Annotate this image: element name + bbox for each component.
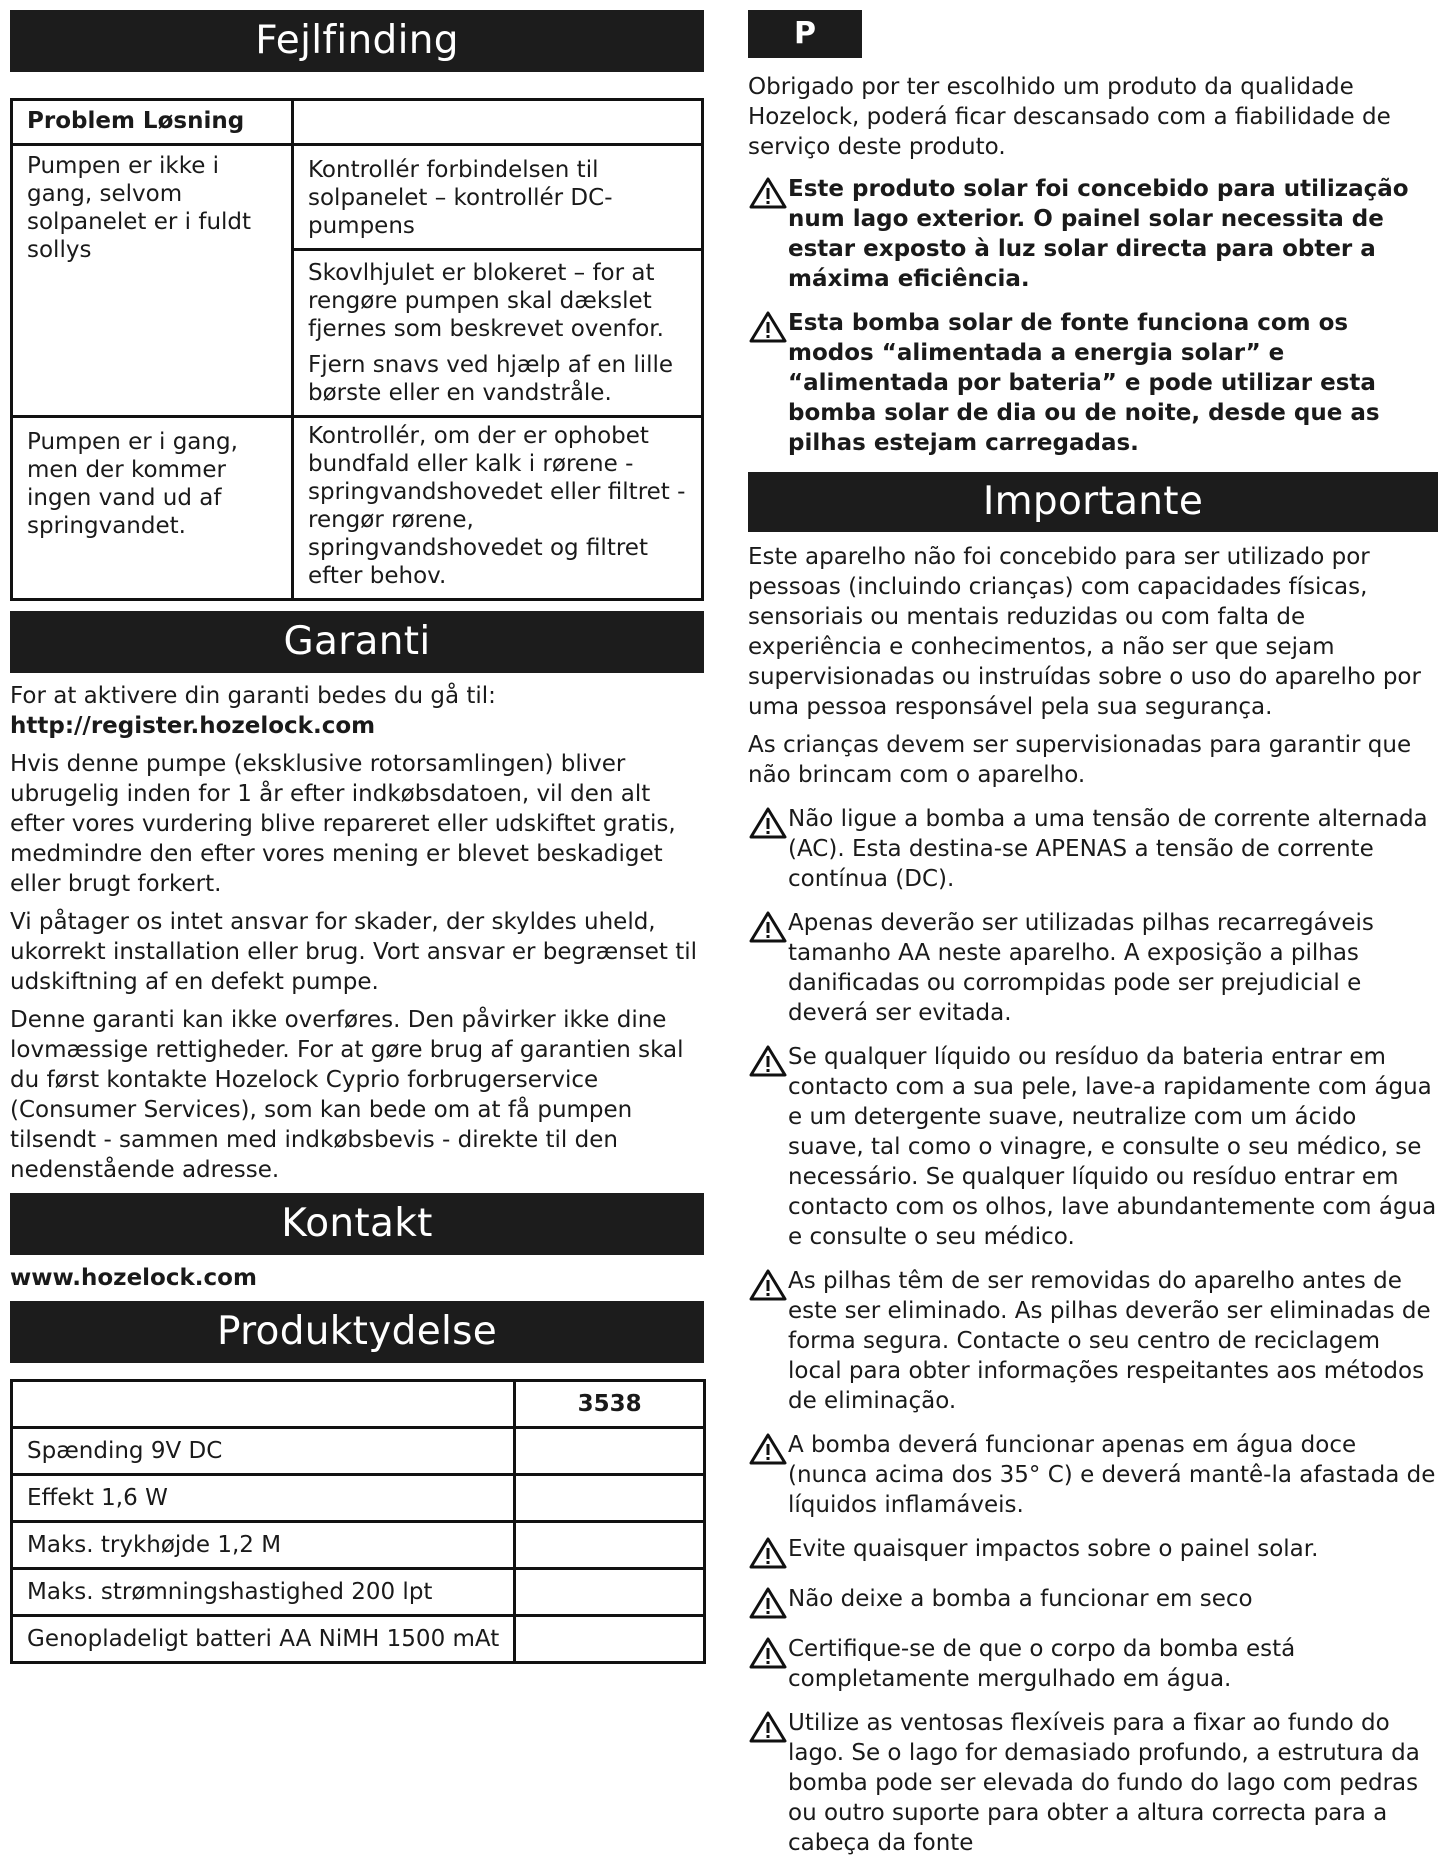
intro-text: Obrigado por ter escolhido um produto da qualidade Hozelock, poderá ficar descansado com a fiabilidade de serviço deste produto. xyxy=(748,74,1391,160)
warning-icon xyxy=(748,1044,788,1078)
warning-text: Certifique-se de que o corpo da bomba está completamente mergulhado em água. xyxy=(788,1636,1296,1692)
spec-power: Effekt 1,6 W xyxy=(12,1475,515,1522)
importante-paragraph: Este aparelho não foi concebido para ser utilizado por pessoas (incluindo crianças) com capacidades físicas, sensoriais ou mentais reduzidas ou com falta de experiência e conhecimentos, a não ser que sejam supervisionadas ou instruídas sobre o uso do aparelho por uma pessoa responsável pela sua segurança. xyxy=(748,544,1421,720)
warning-text: Evite quaisquer impactos sobre o painel solar. xyxy=(788,1536,1319,1562)
garanti-paragraph: Hvis denne pumpe (eksklusive rotorsamlingen) bliver ubrugelig inden for 1 år efter indkøbsdatoen, vil den alt efter vores vurdering blive repareret eller udskiftet gratis, medmindre den efter vores mening er blevet beskadiget eller brugt forkert. xyxy=(10,751,676,897)
warning-text: A bomba deverá funcionar apenas em água doce (nunca acima dos 35° C) e deverá mantê-la afastada de líquidos inflamáveis. xyxy=(788,1432,1436,1518)
warning-text: As pilhas têm de ser removidas do aparelho antes de este ser eliminado. As pilhas deverão ser eliminadas de forma segura. Contacte o seu centro de reciclagem local para obter informações respeitantes aos métodos de eliminação. xyxy=(788,1268,1431,1414)
warning-item xyxy=(748,1584,1438,1620)
warning-item xyxy=(748,1634,1438,1694)
spec-battery: Genopladeligt batteri AA NiMH 1500 mAt xyxy=(12,1616,515,1663)
fejlfinding-heading: Fejlfinding xyxy=(10,10,704,72)
warning-icon xyxy=(748,176,788,210)
warning-text: Não deixe a bomba a funcionar em seco xyxy=(788,1586,1253,1612)
warning-item xyxy=(748,1430,1438,1520)
solution-text: Fjern snavs ved hjælp af en lille børste eller en vandstråle. xyxy=(308,352,674,406)
warning-icon xyxy=(748,1268,788,1302)
garanti-paragraph: Vi påtager os intet ansvar for skader, der skyldes uheld, ukorrekt installation eller brug. Vort ansvar er begrænset til udskiftning af en defekt pumpe. xyxy=(10,909,698,995)
warning-item xyxy=(748,174,1438,294)
warning-text: Apenas deverão ser utilizadas pilhas recarregáveis tamanho AA neste aparelho. A exposição a pilhas danificadas ou corrompidas pode ser prejudicial e deverá ser evitada. xyxy=(788,910,1374,1026)
warning-text: Utilize as ventosas flexíveis para a fixar ao fundo do lago. Se o lago for demasiado profundo, a estrutura da bomba pode ser elevada do fundo do lago com pedras ou outro suporte para obter a altura correcta para a cabeça da fonte xyxy=(788,1710,1420,1856)
solution-text: Skovlhjulet er blokeret – for at rengøre pumpen skal dækslet fjernes som beskrevet ovenfor. xyxy=(308,260,664,342)
table-row xyxy=(12,1616,705,1663)
warning-icon xyxy=(748,1710,788,1744)
website-link[interactable]: www.hozelock.com xyxy=(10,1265,257,1291)
warning-text: Este produto solar foi concebido para utilização num lago exterior. O painel solar necessita de estar exposto à luz solar directa para obter a máxima eficiência. xyxy=(788,176,1409,292)
warning-item xyxy=(748,1266,1438,1416)
warning-item xyxy=(748,308,1438,458)
table-header-empty xyxy=(293,100,703,145)
warning-item xyxy=(748,1042,1438,1252)
left-column xyxy=(10,10,704,1664)
warning-icon xyxy=(748,806,788,840)
table-header: Problem Løsning xyxy=(12,100,293,145)
importante-heading: Importante xyxy=(748,472,1438,532)
warning-icon xyxy=(748,310,788,344)
spec-flow-rate: Maks. strømningshastighed 200 lpt xyxy=(12,1569,515,1616)
garanti-paragraph: Denne garanti kan ikke overføres. Den påvirker ikke dine lovmæssige rettigheder. For at gøre brug af garantien skal du først kontakte Hozelock Cyprio forbrugerservice (Consumer Services), som kan bede om at få pumpen tilsendt - sammen med indkøbsbevis - direkte til den nedenstående adresse. xyxy=(10,1007,684,1183)
warning-item xyxy=(748,1534,1438,1570)
problem-cell: Pumpen er ikke i gang, selvom solpanelet er i fuldt sollys xyxy=(12,145,293,417)
solution-text: Kontrollér forbindelsen til solpanelet – kontrollér DC-pumpens xyxy=(308,157,613,239)
model-number: 3538 xyxy=(515,1381,705,1428)
table-row xyxy=(12,145,703,417)
warning-item xyxy=(748,804,1438,894)
warning-item xyxy=(748,908,1438,1028)
register-link[interactable]: http://register.hozelock.com xyxy=(10,713,376,739)
table-row xyxy=(12,1428,705,1475)
kontakt-heading: Kontakt xyxy=(10,1193,704,1255)
warning-text: Não ligue a bomba a uma tensão de corrente alternada (AC). Esta destina-se APENAS a tensão de corrente contínua (DC). xyxy=(788,806,1428,892)
garanti-intro: For at aktivere din garanti bedes du gå til: xyxy=(10,683,496,709)
table-row xyxy=(12,1475,705,1522)
table-row xyxy=(12,417,703,600)
right-column xyxy=(748,10,1438,1872)
table-row xyxy=(12,1522,705,1569)
spec-table xyxy=(10,1379,706,1664)
spec-head-height: Maks. trykhøjde 1,2 M xyxy=(12,1522,515,1569)
warning-icon xyxy=(748,1586,788,1620)
importante-paragraph: As crianças devem ser supervisionadas para garantir que não brincam com o aparelho. xyxy=(748,732,1412,788)
language-badge: P xyxy=(748,10,862,58)
problem-cell: Pumpen er i gang, men der kommer ingen vand ud af springvandet. xyxy=(12,417,293,600)
warning-icon xyxy=(748,1636,788,1670)
table-row xyxy=(12,1381,705,1428)
table-row xyxy=(12,1569,705,1616)
warning-text: Se qualquer líquido ou resíduo da bateria entrar em contacto com a sua pele, lave-a rapidamente com água e um detergente suave, neutralize com um ácido suave, tal como o vinagre, e consulte o seu médico, se necessário. Se qualquer líquido ou resíduo entrar em contacto com os olhos, lave abundantemente com água e consulte o seu médico. xyxy=(788,1044,1437,1250)
warning-icon xyxy=(748,1536,788,1570)
produktydelse-heading: Produktydelse xyxy=(10,1301,704,1363)
warning-icon xyxy=(748,1432,788,1466)
warning-item xyxy=(748,1708,1438,1858)
solution-text: Kontrollér, om der er ophobet bundfald eller kalk i rørene - springvandshovedet eller filtret - rengør rørene, springvandshovedet og filtret efter behov. xyxy=(293,417,703,600)
spec-voltage: Spænding 9V DC xyxy=(12,1428,515,1475)
garanti-heading: Garanti xyxy=(10,611,704,673)
troubleshooting-table xyxy=(10,98,704,601)
warning-text: Esta bomba solar de fonte funciona com os modos “alimentada a energia solar” e “alimentada por bateria” e pode utilizar esta bomba solar de dia ou de noite, desde que as pilhas estejam carregadas. xyxy=(788,310,1380,456)
warning-icon xyxy=(748,910,788,944)
